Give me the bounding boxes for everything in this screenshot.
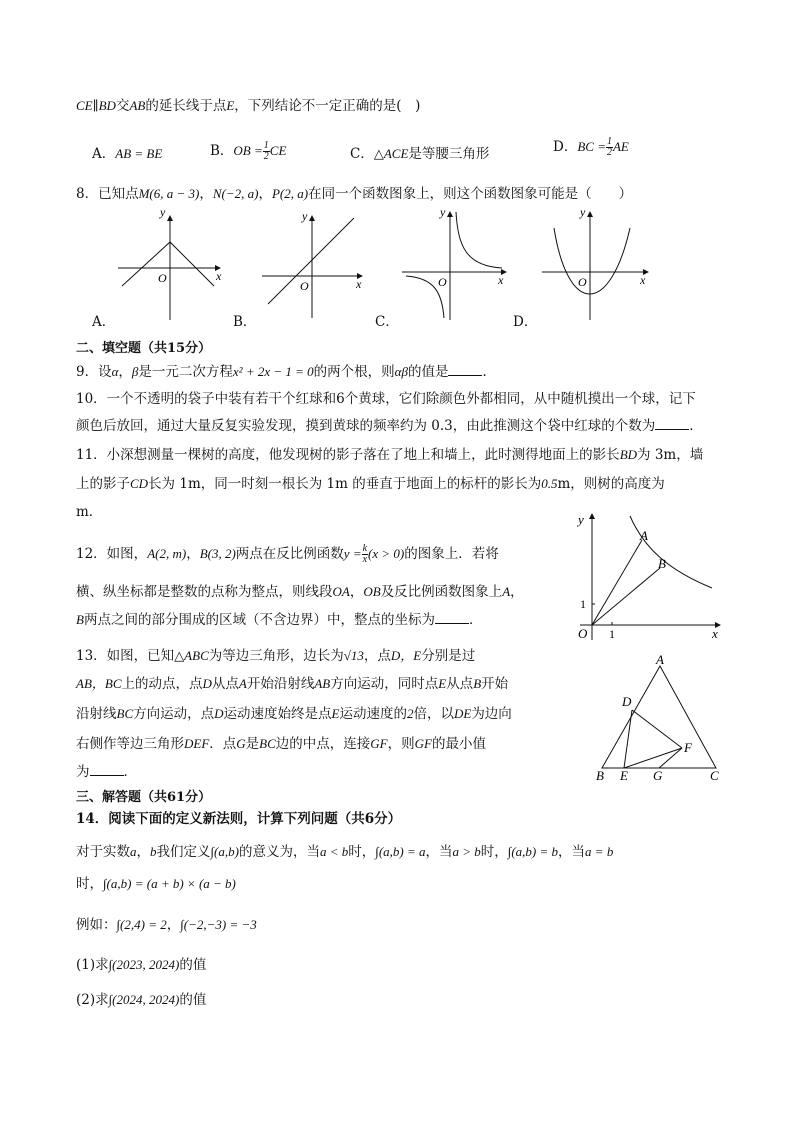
q13-line4 — [76, 734, 486, 754]
point-d: D — [622, 694, 632, 709]
text: 的两个根，则 — [313, 364, 395, 380]
section-heading-fill-in: 二、填空题（共15分） — [76, 341, 212, 356]
math: a < b — [319, 844, 349, 859]
option-label: A． — [92, 146, 116, 162]
text: 为等边三角形，边长为 — [208, 648, 344, 664]
text: 是 — [245, 736, 260, 752]
q14-example — [76, 915, 257, 935]
text: 沿射线 — [76, 706, 117, 722]
fraction-num: k — [362, 543, 368, 554]
point-a: A — [640, 528, 648, 543]
text: ， — [349, 584, 364, 600]
axis-y: y — [440, 206, 446, 219]
math: D — [214, 706, 224, 721]
q7-option-d — [553, 132, 629, 162]
text: 从点 — [211, 676, 239, 692]
math: y = — [343, 546, 362, 561]
text: ，下列结论不一定正确的是( ) — [234, 98, 421, 114]
text: ， — [186, 546, 200, 562]
q14-part2 — [76, 990, 206, 1010]
math: G — [236, 736, 246, 751]
q13-figure — [590, 652, 728, 784]
origin: O — [578, 275, 587, 289]
math: DEF — [184, 736, 210, 751]
origin: O — [158, 271, 167, 285]
option-label: B． — [210, 143, 234, 159]
math: AB，BC — [76, 676, 122, 691]
text: (2)求 — [76, 992, 109, 1008]
text: ，则 — [387, 736, 415, 752]
q13-line5 — [76, 762, 137, 782]
option-math: CE — [269, 143, 287, 158]
math: x² + 2x − 1 = 0 — [232, 364, 314, 379]
math: A — [502, 584, 511, 599]
math: 2 — [406, 706, 414, 721]
text: 上的动点，点 — [121, 676, 203, 692]
text: ， — [510, 584, 524, 600]
text: 开始沿射线 — [246, 676, 315, 692]
axis-x: x — [216, 269, 222, 283]
q9 — [76, 362, 496, 382]
text: 及反比例函数图象上 — [380, 584, 503, 600]
text: ． — [123, 764, 137, 780]
text: ，当 — [425, 844, 453, 860]
q14-definition — [76, 842, 613, 862]
math: P(2, a) — [271, 186, 309, 201]
math: OA — [332, 584, 350, 599]
text: 的延长线于点 — [145, 98, 227, 114]
q8-option-b: B． — [233, 314, 257, 330]
math: ∫(a,b) = b — [507, 844, 559, 859]
fraction — [263, 141, 270, 162]
math: (x > 0) — [368, 546, 405, 561]
text: 是一元二次方程 — [138, 364, 233, 380]
axis-x: x — [712, 626, 718, 641]
q8-graph-d — [538, 206, 656, 324]
answer-blank[interactable] — [90, 762, 124, 776]
text: 13．如图，已知 — [76, 648, 175, 664]
text: 11．小深想测量一棵树的高度，他发现树的影子落在了地上和墙上，此时测得地面上的影长 — [76, 447, 620, 463]
math: D，E — [390, 648, 422, 663]
point-f: F — [684, 740, 692, 755]
text: ， — [199, 186, 213, 202]
q14-definition-cont — [76, 874, 236, 894]
axis-x: x — [498, 273, 504, 287]
text: ． — [468, 612, 483, 628]
math: BC — [259, 736, 276, 751]
axis-y: y — [580, 206, 586, 219]
math: △ABC — [174, 648, 209, 663]
fraction-den: x — [362, 554, 368, 565]
text: 在同一个函数图象上，则这个函数图象可能是（ ） — [308, 186, 633, 202]
answer-blank[interactable] — [448, 362, 482, 376]
q10-line1: 10．一个不透明的袋子中装有若干个红球和6个黄球，它们除颜色外都相同，从中随机摸出一个球，记下 — [76, 391, 696, 407]
q12-line3 — [76, 610, 482, 630]
tick-label-x: 1 — [609, 627, 615, 641]
axis-y: y — [578, 512, 584, 527]
math: ∫(a,b) — [210, 844, 239, 859]
text: 边的中点，连接 — [275, 736, 371, 752]
point-g: G — [653, 768, 663, 783]
math: B(3, 2) — [199, 546, 236, 561]
math: D — [202, 676, 212, 691]
point-b: B — [596, 768, 604, 783]
section-heading-solutions: 三、解答题（共61分） — [76, 790, 212, 805]
text: 时， — [76, 876, 103, 892]
q8-graph-c — [398, 206, 514, 324]
text: 运动速度的 — [339, 706, 407, 722]
text: 长为 1m，同一时刻一根长为 1m 的垂直于地面上的标杆的影长为 — [148, 476, 542, 492]
math: √13 — [343, 648, 364, 663]
text: ， — [258, 186, 272, 202]
q12-line2 — [76, 582, 524, 602]
text: 横、纵坐标都是整数的点称为整点，则线段 — [76, 584, 333, 600]
option-math: AE — [612, 139, 629, 154]
text: 的图象上．若将 — [404, 546, 499, 562]
text: (1)求 — [76, 957, 109, 973]
q12-line1 — [76, 544, 499, 565]
text: 的最小值 — [431, 736, 486, 752]
text: 为 3m，墙 — [637, 447, 704, 463]
text: 对于实数 — [76, 844, 130, 860]
q7-option-b — [210, 136, 286, 166]
math: 0.5 — [541, 476, 558, 491]
text: 方向运动，点 — [133, 706, 215, 722]
text: 9．设 — [76, 364, 112, 380]
point-c: C — [710, 768, 719, 783]
point-b: B — [658, 556, 666, 571]
math: BC — [116, 706, 134, 721]
q8-option-a: A． — [92, 314, 116, 330]
point-a: A — [656, 652, 664, 667]
q11-line2 — [76, 474, 665, 494]
text: 的意义为，当 — [238, 844, 320, 860]
text: ． — [482, 364, 496, 380]
q11-line3: m． — [76, 504, 103, 520]
answer-blank[interactable] — [655, 416, 689, 430]
text: 为 — [76, 764, 90, 780]
math: ∫(a,b) = a — [375, 844, 426, 859]
math: E — [226, 98, 235, 113]
q13-line2 — [76, 674, 508, 694]
option-label: D． — [553, 139, 578, 155]
q12-figure — [572, 508, 724, 644]
text: 上的影子 — [76, 476, 130, 492]
fraction-num: 1 — [606, 136, 612, 147]
math: CE∥BD — [76, 98, 116, 113]
axis-y: y — [302, 210, 308, 223]
option-label: C． — [350, 146, 374, 162]
math: E — [331, 706, 340, 721]
text: 时， — [348, 844, 376, 860]
text: 例如： — [76, 917, 117, 933]
math: b — [150, 844, 157, 859]
fraction-den: 2 — [263, 151, 269, 162]
math: a — [130, 844, 137, 859]
q8-graph-b — [258, 210, 370, 320]
q14-title: 14．阅读下面的定义新法则，计算下列问题（共6分） — [76, 811, 402, 827]
text: ， — [166, 917, 181, 933]
math: ∫(−2,−3) = −3 — [180, 917, 257, 932]
origin: O — [438, 275, 447, 289]
point-e: E — [620, 768, 628, 783]
option-math: AB = BE — [115, 146, 163, 161]
math: a > b — [452, 844, 481, 859]
text: ， — [136, 844, 150, 860]
q7-option-c — [350, 144, 489, 164]
text: 8．已知点 — [76, 186, 139, 202]
text: ．点 — [209, 736, 237, 752]
math: E — [438, 676, 447, 691]
text: 颜色后放回，通过大量反复实验发现，摸到黄球的频率约为 0.3，由此推测这个袋中红球的个数为 — [76, 418, 656, 434]
text: ． — [689, 418, 703, 434]
math: A — [238, 676, 247, 691]
text: 交 — [115, 98, 130, 114]
axis-y: y — [160, 208, 166, 219]
math: GF — [414, 736, 432, 751]
math: DE — [453, 706, 472, 721]
axis-x: x — [640, 273, 646, 287]
text: 倍，以 — [413, 706, 454, 722]
q8-stem — [76, 184, 632, 204]
text: ，当 — [558, 844, 586, 860]
answer-blank[interactable] — [435, 610, 469, 624]
q10-line2 — [76, 416, 703, 436]
tick-label-y: 1 — [580, 597, 586, 611]
math: A(2, m) — [147, 546, 187, 561]
text: 为边向 — [471, 706, 512, 722]
q8-option-c: C． — [375, 314, 399, 330]
fraction-num: 1 — [263, 140, 269, 151]
math: N(−2, a) — [212, 186, 259, 201]
math: AB — [129, 98, 146, 113]
q13-line1 — [76, 646, 475, 666]
math: a = b — [585, 844, 614, 859]
text: 的值 — [179, 992, 207, 1008]
text: 时， — [480, 844, 508, 860]
text: 分别是过 — [421, 648, 476, 664]
origin: O — [300, 279, 309, 293]
math: β — [131, 364, 139, 379]
option-math: OB = — [233, 143, 263, 158]
math: α — [111, 364, 119, 379]
math: B — [473, 676, 482, 691]
text: 运动速度始终是点 — [223, 706, 332, 722]
math: ∫(2023, 2024) — [108, 957, 180, 972]
q7-stem — [76, 96, 420, 116]
math: GF — [370, 736, 388, 751]
math: OB — [363, 584, 381, 599]
text: 12．如图， — [76, 546, 148, 562]
q14-part1 — [76, 955, 206, 975]
text: 两点在反比例函数 — [235, 546, 344, 562]
option-math: BC = — [577, 139, 606, 154]
text: 开始 — [481, 676, 509, 692]
math: ∫(a,b) = (a + b) × (a − b) — [103, 876, 236, 891]
text: m，则树的高度为 — [557, 476, 665, 492]
text: 两点之间的部分围成的区域（不含边界）中，整点的坐标为 — [83, 612, 435, 628]
option-math: △ACE — [373, 146, 409, 161]
math: αβ — [394, 364, 408, 379]
math: B — [76, 612, 84, 627]
origin: O — [578, 626, 588, 641]
fraction-den: 2 — [606, 147, 612, 158]
fraction — [606, 137, 613, 158]
text: 方向运动，同时点 — [330, 676, 439, 692]
option-text: 是等腰三角形 — [408, 146, 490, 162]
text: 的值是 — [407, 364, 449, 380]
q8-graph-a — [110, 208, 230, 328]
text: ， — [118, 364, 132, 380]
math: ∫(2,4) = 2 — [116, 917, 167, 932]
text: 右侧作等边三角形 — [76, 736, 184, 752]
math: BD — [619, 447, 638, 462]
math: AB — [314, 676, 331, 691]
text: ，点 — [363, 648, 391, 664]
q8-option-d: D． — [513, 314, 538, 330]
math: CD — [130, 476, 149, 491]
text: 的值 — [179, 957, 207, 973]
q7-option-a — [92, 144, 162, 164]
math: ∫(2024, 2024) — [108, 992, 180, 1007]
axis-x: x — [356, 277, 362, 291]
math: M(6, a − 3) — [138, 186, 200, 201]
q11-line1 — [76, 445, 703, 465]
text: 从点 — [446, 676, 474, 692]
q13-line3 — [76, 704, 512, 724]
text: 我们定义 — [156, 844, 211, 860]
